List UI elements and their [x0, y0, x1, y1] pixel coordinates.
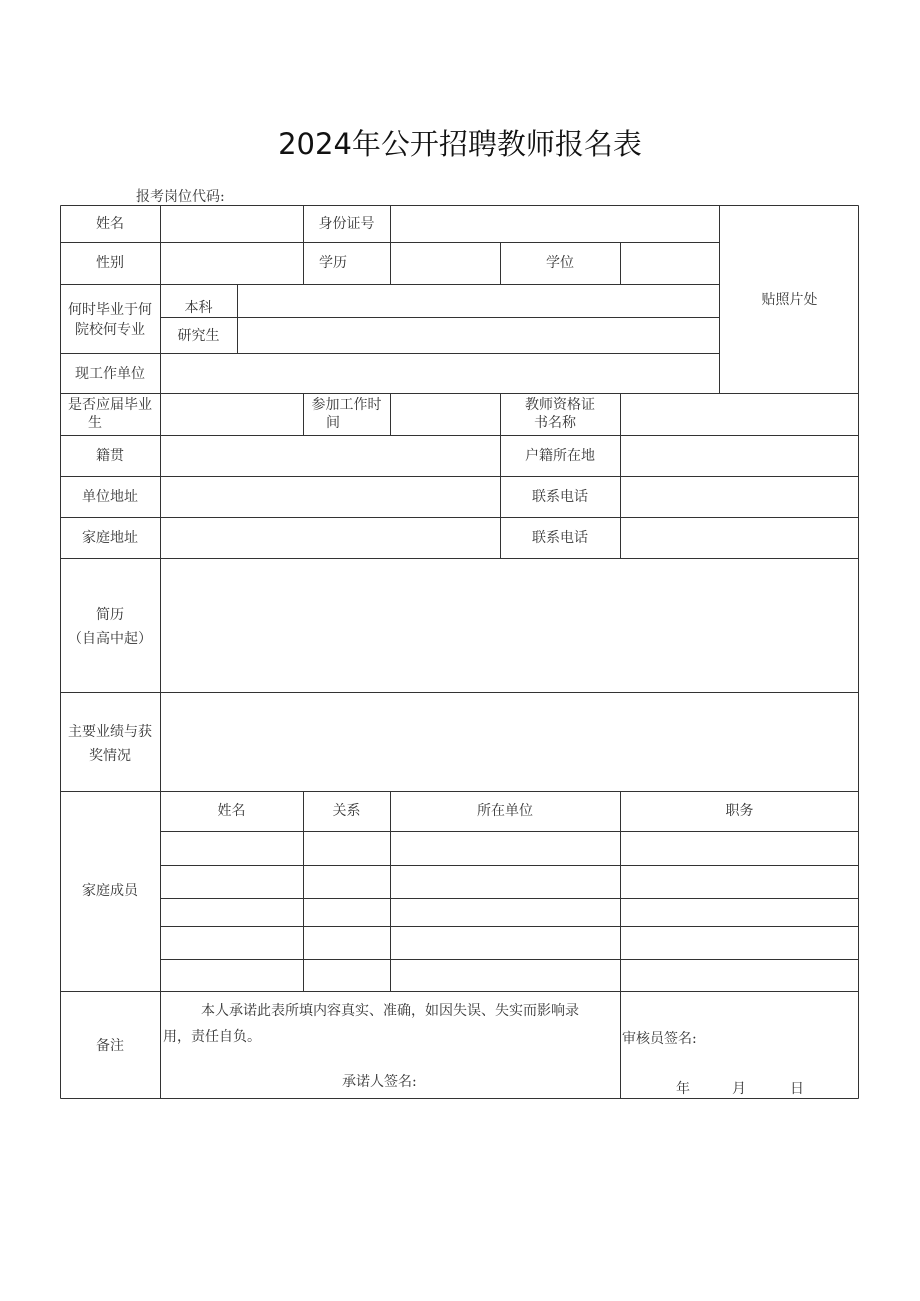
photo-placeholder: 贴照片处 — [761, 292, 818, 308]
month-label: 月 — [732, 1081, 746, 1097]
work-start-label-line2: 间 — [326, 415, 340, 431]
resume-label-line2: （自高中起） — [68, 631, 152, 647]
home-address-field[interactable] — [161, 518, 500, 558]
graduate-label: 研究生 — [177, 328, 220, 344]
hukou-label: 户籍所在地 — [525, 448, 595, 464]
promise-text-line1: 本人承诺此表所填内容真实、准确，如因失误、失实而影响录 — [201, 1003, 579, 1019]
reviewer-signature-field[interactable] — [710, 1023, 855, 1053]
id-number-label: 身份证号 — [318, 216, 375, 232]
family-members-label: 家庭成员 — [82, 883, 138, 899]
day-label: 日 — [790, 1081, 804, 1097]
achievements-label-line1: 主要业绩与获 — [68, 724, 152, 740]
phone2-field[interactable] — [621, 518, 858, 558]
id-number-field[interactable] — [391, 206, 719, 242]
hukou-field[interactable] — [621, 436, 858, 476]
table-row[interactable] — [161, 960, 859, 991]
reviewer-label: 审核员签名: — [622, 1031, 697, 1047]
degree-field[interactable] — [621, 243, 719, 284]
family-header-name: 姓名 — [217, 803, 246, 819]
phone2-label: 联系电话 — [532, 530, 588, 546]
table-row[interactable] — [161, 866, 859, 898]
education-label: 学历 — [319, 255, 347, 271]
resume-field[interactable] — [161, 559, 858, 692]
resume-label-line1: 简历 — [96, 607, 124, 623]
family-header-employer: 所在单位 — [477, 803, 533, 819]
native-place-field[interactable] — [161, 436, 500, 476]
family-header-position: 职务 — [725, 803, 754, 819]
work-start-label-line1: 参加工作时 — [311, 397, 382, 413]
undergrad-field[interactable] — [238, 285, 719, 317]
gender-field[interactable] — [161, 243, 303, 284]
table-row[interactable] — [161, 927, 859, 959]
education-field[interactable] — [391, 243, 500, 284]
family-header-relation: 关系 — [332, 803, 361, 819]
year-label: 年 — [676, 1081, 690, 1097]
photo-upload-area[interactable] — [720, 206, 858, 393]
phone-label: 联系电话 — [532, 489, 588, 505]
fresh-grad-label-line1: 是否应届毕业 — [68, 397, 152, 413]
graduate-field[interactable] — [238, 318, 719, 353]
signer-signature-field[interactable] — [432, 1067, 618, 1095]
degree-label: 学位 — [546, 255, 574, 271]
work-address-field[interactable] — [161, 477, 500, 517]
teacher-cert-label-line2: 书名称 — [534, 415, 576, 431]
graduation-label-line1: 何时毕业于何 — [68, 302, 152, 318]
table-row[interactable] — [161, 832, 859, 865]
native-place-label: 籍贯 — [96, 448, 124, 464]
home-address-label: 家庭地址 — [82, 530, 138, 546]
signer-label: 承诺人签名: — [342, 1074, 417, 1090]
work-address-label: 单位地址 — [82, 489, 138, 505]
achievements-label-line2: 奖情况 — [89, 748, 131, 764]
name-field[interactable] — [161, 206, 303, 242]
graduation-label-line2: 院校何专业 — [75, 322, 145, 338]
current-employer-field[interactable] — [161, 354, 719, 393]
teacher-cert-field[interactable] — [621, 394, 858, 435]
fresh-grad-field[interactable] — [161, 394, 303, 435]
gender-label: 性别 — [96, 255, 124, 271]
position-code-label: 报考岗位代码: — [136, 189, 225, 205]
undergrad-label: 本科 — [184, 300, 213, 316]
teacher-cert-label-line1: 教师资格证 — [525, 397, 595, 413]
phone-field[interactable] — [621, 477, 858, 517]
form-title: 2024年公开招聘教师报名表 — [278, 127, 642, 161]
achievements-field[interactable] — [161, 693, 858, 791]
current-employer-label: 现工作单位 — [75, 366, 145, 382]
table-row[interactable] — [161, 899, 859, 926]
fresh-grad-label-line2: 生 — [88, 415, 102, 431]
remarks-label: 备注 — [96, 1038, 124, 1054]
registration-form — [60, 205, 859, 1099]
work-start-field[interactable] — [391, 394, 500, 435]
name-label: 姓名 — [96, 216, 124, 232]
promise-text-line2: 用，责任自负。 — [163, 1029, 261, 1045]
